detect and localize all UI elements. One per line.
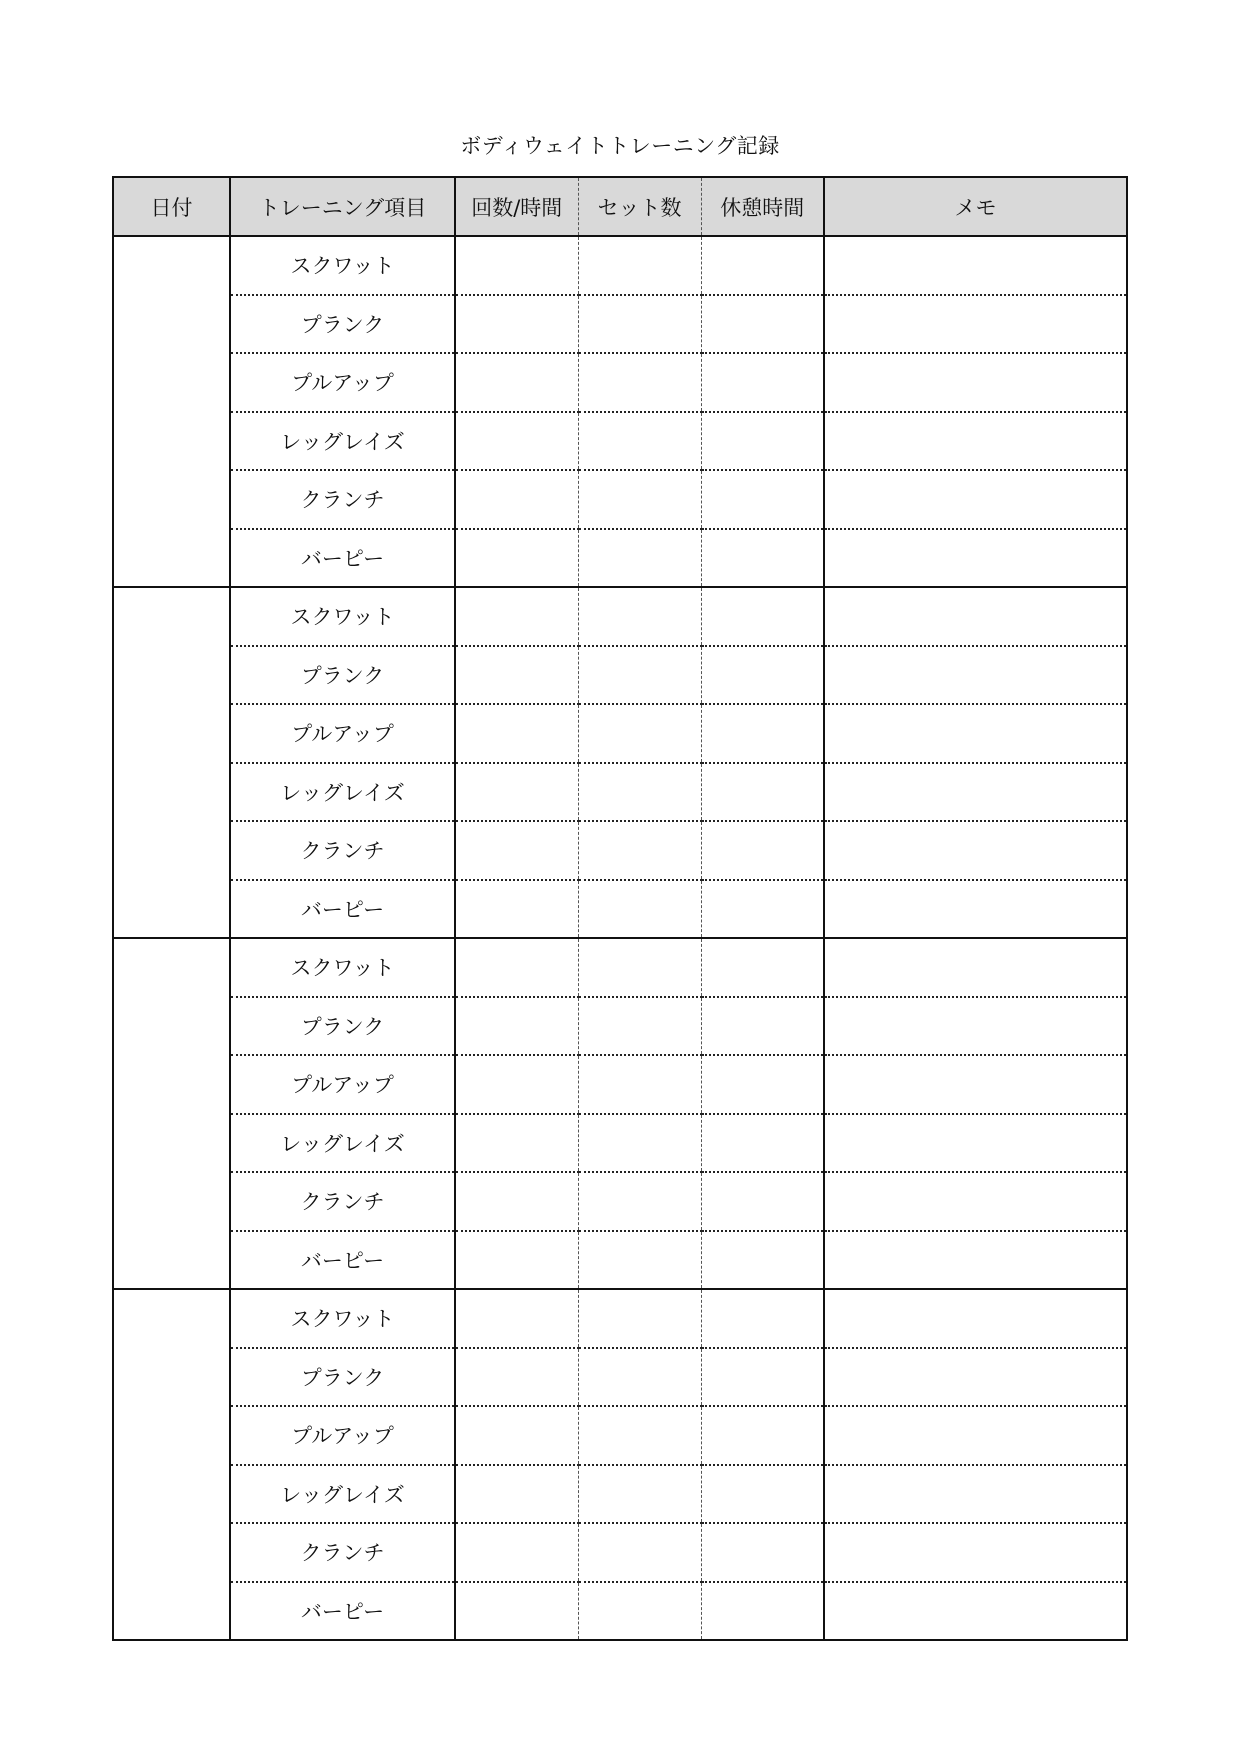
memo-cell[interactable] [824, 1231, 1127, 1290]
rest-time-cell[interactable] [701, 1231, 824, 1290]
sets-cell[interactable] [578, 1231, 701, 1290]
rest-time-cell[interactable] [701, 763, 824, 822]
exercise-name-cell: プルアップ [230, 704, 455, 763]
header-reps: 回数/時間 [455, 177, 578, 236]
reps-cell[interactable] [455, 412, 578, 471]
rest-time-cell[interactable] [701, 1582, 824, 1641]
memo-cell[interactable] [824, 353, 1127, 412]
sets-cell[interactable] [578, 1055, 701, 1114]
reps-cell[interactable] [455, 997, 578, 1056]
header-item: トレーニング項目 [230, 177, 455, 236]
rest-time-cell[interactable] [701, 470, 824, 529]
rest-time-cell[interactable] [701, 412, 824, 471]
table-row [113, 1055, 1127, 1114]
exercise-name-cell: スクワット [230, 587, 455, 646]
table-row [113, 295, 1127, 354]
memo-cell[interactable] [824, 412, 1127, 471]
table-row [113, 587, 1127, 646]
reps-cell[interactable] [455, 1055, 578, 1114]
memo-cell[interactable] [824, 821, 1127, 880]
exercise-name-cell: クランチ [230, 470, 455, 529]
table-row [113, 880, 1127, 939]
exercise-name-cell: プルアップ [230, 1055, 455, 1114]
table-row [113, 938, 1127, 997]
sets-cell[interactable] [578, 1348, 701, 1407]
memo-cell[interactable] [824, 295, 1127, 354]
reps-cell[interactable] [455, 1582, 578, 1641]
table-row [113, 236, 1127, 295]
table-row [113, 704, 1127, 763]
table-row [113, 1114, 1127, 1173]
exercise-name-cell: プルアップ [230, 1406, 455, 1465]
reps-cell[interactable] [455, 587, 578, 646]
memo-cell[interactable] [824, 529, 1127, 588]
memo-cell[interactable] [824, 704, 1127, 763]
memo-cell[interactable] [824, 1582, 1127, 1641]
reps-cell[interactable] [455, 646, 578, 705]
exercise-name-cell: スクワット [230, 938, 455, 997]
memo-cell[interactable] [824, 1172, 1127, 1231]
table-row [113, 412, 1127, 471]
reps-cell[interactable] [455, 1114, 578, 1173]
sets-cell[interactable] [578, 997, 701, 1056]
rest-time-cell[interactable] [701, 821, 824, 880]
table-row [113, 470, 1127, 529]
exercise-name-cell: スクワット [230, 1289, 455, 1348]
table-row [113, 529, 1127, 588]
sets-cell[interactable] [578, 938, 701, 997]
rest-time-cell[interactable] [701, 1172, 824, 1231]
rest-time-cell[interactable] [701, 1406, 824, 1465]
rest-time-cell[interactable] [701, 646, 824, 705]
memo-cell[interactable] [824, 1465, 1127, 1524]
date-cell[interactable] [113, 236, 230, 587]
page-title: ボディウェイトトレーニング記録 [460, 134, 780, 158]
sets-cell[interactable] [578, 353, 701, 412]
reps-cell[interactable] [455, 821, 578, 880]
sets-cell[interactable] [578, 529, 701, 588]
table-row [113, 1465, 1127, 1524]
memo-cell[interactable] [824, 997, 1127, 1056]
sets-cell[interactable] [578, 646, 701, 705]
reps-cell[interactable] [455, 938, 578, 997]
reps-cell[interactable] [455, 295, 578, 354]
reps-cell[interactable] [455, 529, 578, 588]
sets-cell[interactable] [578, 1523, 701, 1582]
sets-cell[interactable] [578, 236, 701, 295]
exercise-name-cell: レッグレイズ [230, 763, 455, 822]
sets-cell[interactable] [578, 880, 701, 939]
exercise-name-cell: レッグレイズ [230, 1465, 455, 1524]
training-log-table [112, 176, 1128, 1641]
reps-cell[interactable] [455, 470, 578, 529]
table-row [113, 1582, 1127, 1641]
memo-cell[interactable] [824, 880, 1127, 939]
rest-time-cell[interactable] [701, 1289, 824, 1348]
exercise-name-cell: レッグレイズ [230, 1114, 455, 1173]
memo-cell[interactable] [824, 1289, 1127, 1348]
table-body [113, 236, 1127, 1640]
rest-time-cell[interactable] [701, 1523, 824, 1582]
table-row [113, 821, 1127, 880]
memo-cell[interactable] [824, 763, 1127, 822]
exercise-name-cell: レッグレイズ [230, 412, 455, 471]
rest-time-cell[interactable] [701, 938, 824, 997]
memo-cell[interactable] [824, 587, 1127, 646]
rest-time-cell[interactable] [701, 587, 824, 646]
rest-time-cell[interactable] [701, 1114, 824, 1173]
reps-cell[interactable] [455, 1172, 578, 1231]
rest-time-cell[interactable] [701, 529, 824, 588]
table-row [113, 997, 1127, 1056]
sets-cell[interactable] [578, 412, 701, 471]
exercise-name-cell: プランク [230, 1348, 455, 1407]
memo-cell[interactable] [824, 1406, 1127, 1465]
exercise-name-cell: プルアップ [230, 353, 455, 412]
reps-cell[interactable] [455, 880, 578, 939]
reps-cell[interactable] [455, 236, 578, 295]
exercise-name-cell: バーピー [230, 1231, 455, 1290]
header-memo: メモ [824, 177, 1127, 236]
exercise-name-cell: プランク [230, 997, 455, 1056]
rest-time-cell[interactable] [701, 236, 824, 295]
table-row [113, 1289, 1127, 1348]
header-row [113, 177, 1127, 236]
table-row [113, 1523, 1127, 1582]
memo-cell[interactable] [824, 1523, 1127, 1582]
table-row [113, 1172, 1127, 1231]
rest-time-cell[interactable] [701, 1055, 824, 1114]
sets-cell[interactable] [578, 295, 701, 354]
reps-cell[interactable] [455, 1523, 578, 1582]
table-row [113, 1348, 1127, 1407]
reps-cell[interactable] [455, 763, 578, 822]
memo-cell[interactable] [824, 1055, 1127, 1114]
header-rest: 休憩時間 [701, 177, 824, 236]
rest-time-cell[interactable] [701, 353, 824, 412]
exercise-name-cell: バーピー [230, 880, 455, 939]
rest-time-cell[interactable] [701, 295, 824, 354]
sets-cell[interactable] [578, 763, 701, 822]
exercise-name-cell: スクワット [230, 236, 455, 295]
sets-cell[interactable] [578, 1406, 701, 1465]
sets-cell[interactable] [578, 821, 701, 880]
date-cell[interactable] [113, 1289, 230, 1640]
table-row [113, 763, 1127, 822]
date-cell[interactable] [113, 938, 230, 1289]
table-row [113, 1406, 1127, 1465]
rest-time-cell[interactable] [701, 704, 824, 763]
reps-cell[interactable] [455, 704, 578, 763]
rest-time-cell[interactable] [701, 1348, 824, 1407]
memo-cell[interactable] [824, 1114, 1127, 1173]
sets-cell[interactable] [578, 1289, 701, 1348]
sets-cell[interactable] [578, 1582, 701, 1641]
rest-time-cell[interactable] [701, 997, 824, 1056]
exercise-name-cell: クランチ [230, 821, 455, 880]
memo-cell[interactable] [824, 646, 1127, 705]
sets-cell[interactable] [578, 704, 701, 763]
memo-cell[interactable] [824, 470, 1127, 529]
reps-cell[interactable] [455, 353, 578, 412]
exercise-name-cell: バーピー [230, 529, 455, 588]
exercise-name-cell: クランチ [230, 1172, 455, 1231]
reps-cell[interactable] [455, 1406, 578, 1465]
memo-cell[interactable] [824, 236, 1127, 295]
reps-cell[interactable] [455, 1289, 578, 1348]
sets-cell[interactable] [578, 1114, 701, 1173]
sets-cell[interactable] [578, 470, 701, 529]
header-date: 日付 [113, 177, 230, 236]
table-row [113, 353, 1127, 412]
sets-cell[interactable] [578, 1172, 701, 1231]
exercise-name-cell: クランチ [230, 1523, 455, 1582]
table-row [113, 646, 1127, 705]
header-sets: セット数 [578, 177, 701, 236]
reps-cell[interactable] [455, 1231, 578, 1290]
rest-time-cell[interactable] [701, 880, 824, 939]
reps-cell[interactable] [455, 1465, 578, 1524]
table-row [113, 1231, 1127, 1290]
exercise-name-cell: プランク [230, 646, 455, 705]
sets-cell[interactable] [578, 587, 701, 646]
date-cell[interactable] [113, 587, 230, 938]
rest-time-cell[interactable] [701, 1465, 824, 1524]
memo-cell[interactable] [824, 1348, 1127, 1407]
reps-cell[interactable] [455, 1348, 578, 1407]
exercise-name-cell: プランク [230, 295, 455, 354]
exercise-name-cell: バーピー [230, 1582, 455, 1641]
memo-cell[interactable] [824, 938, 1127, 997]
sets-cell[interactable] [578, 1465, 701, 1524]
